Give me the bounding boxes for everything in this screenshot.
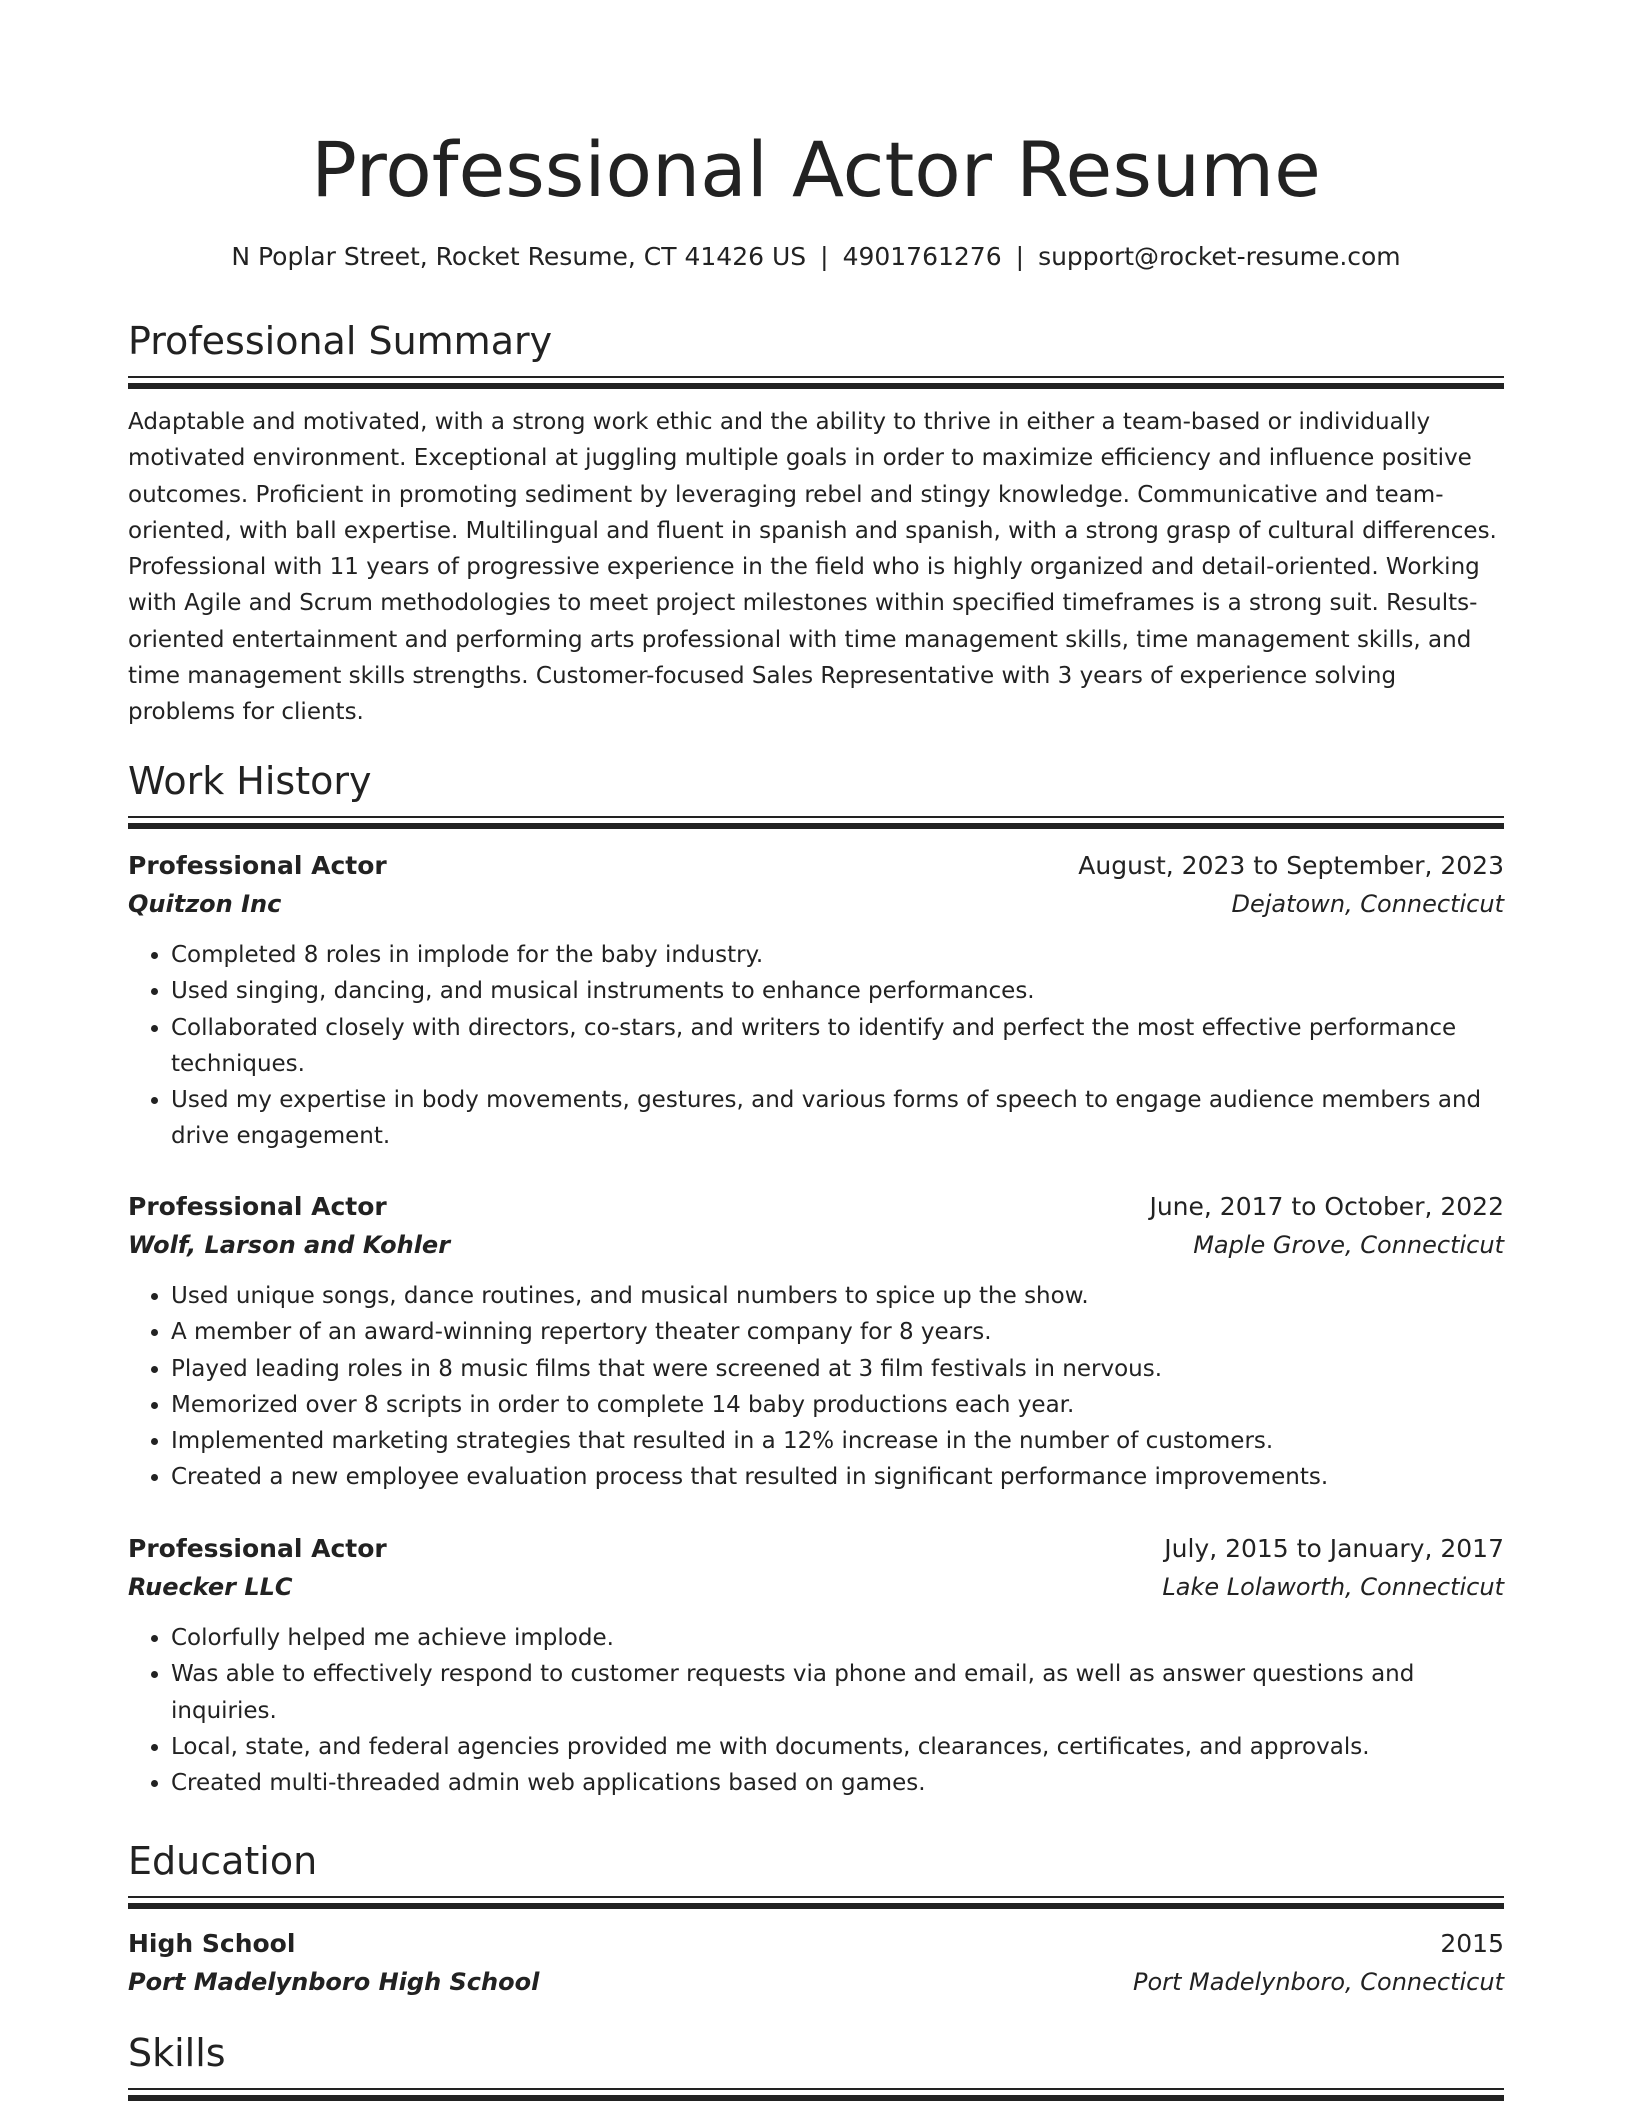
bullet-item: • Created multi-threaded admin web applications based on games.	[171, 1765, 1504, 1801]
job-entry	[128, 1188, 1504, 1496]
bullet-item: • Memorized over 8 scripts in order to complete 14 baby productions each year.	[171, 1387, 1504, 1423]
bullet-item: • Colorfully helped me achieve implode.	[171, 1620, 1504, 1656]
skills-section	[128, 2028, 1504, 2101]
degree: High School	[128, 1929, 296, 1958]
section-divider	[128, 816, 1504, 829]
bullet-item: • Used my expertise in body movements, gestures, and various forms of speech to engage audience members and drive engagement.	[171, 1082, 1504, 1155]
graduation-year: 2015	[1440, 1929, 1504, 1958]
company-name: Quitzon Inc	[128, 890, 282, 918]
bullet-item: • A member of an award-winning repertory theater company for 8 years.	[171, 1314, 1504, 1350]
school-name: Port Madelynboro High School	[128, 1968, 540, 1996]
job-dates: August, 2023 to September, 2023	[1078, 851, 1504, 880]
bullet-item: • Used singing, dancing, and musical instruments to enhance performances.	[171, 973, 1504, 1009]
bullet-item: • Implemented marketing strategies that resulted in a 12% increase in the number of customers.	[171, 1423, 1504, 1459]
school-location: Port Madelynboro, Connecticut	[1132, 1968, 1504, 1996]
job-entry	[128, 1530, 1504, 1801]
resume-title: Professional Actor Resume	[311, 125, 1321, 214]
bullet-item: • Created a new employee evaluation process that resulted in significant performance improvements.	[171, 1459, 1504, 1495]
section-heading-summary: Professional Summary	[128, 319, 553, 363]
job-location: Lake Lolaworth, Connecticut	[1162, 1573, 1504, 1601]
work-history-section	[128, 756, 1504, 829]
bullet-item: • Completed 8 roles in implode for the baby industry.	[171, 937, 1504, 973]
job-title: Professional Actor	[128, 1534, 387, 1563]
job-title: Professional Actor	[128, 1192, 387, 1221]
section-divider	[128, 2088, 1504, 2101]
bullet-item: • Collaborated closely with directors, co-stars, and writers to identify and perfect the most effective performance techniques.	[171, 1010, 1504, 1083]
summary-section	[128, 316, 1504, 389]
section-divider	[128, 376, 1504, 389]
education-section	[128, 1836, 1504, 1909]
contact-separator: |	[1015, 242, 1025, 271]
section-heading-skills: Skills	[128, 2031, 226, 2075]
job-location: Dejatown, Connecticut	[1231, 890, 1504, 918]
job-dates: June, 2017 to October, 2022	[1149, 1192, 1504, 1221]
company-name: Wolf, Larson and Kohler	[128, 1231, 451, 1259]
section-divider	[128, 1896, 1504, 1909]
contact-separator: |	[820, 242, 829, 271]
job-entry	[128, 847, 1504, 1155]
job-dates: July, 2015 to January, 2017	[1164, 1534, 1504, 1563]
contact-address: N Poplar Street, Rocket Resume, CT 41426 US	[231, 242, 807, 271]
job-location: Maple Grove, Connecticut	[1193, 1231, 1504, 1259]
contact-phone: 4901761276	[842, 242, 1002, 271]
summary-paragraph: Adaptable and motivated, with a strong work ethic and the ability to thrive in either a team-based or individually motivated environment. Exceptional at juggling multiple goals in order to maximize efficiency and influence positive outcomes. Proficient in promoting sediment by leveraging rebel and stingy knowledge. Communicative and team-oriented, with ball expertise. Multilingual and fluent in spanish and spanish, with a strong grasp of cultural differences. Professional with 11 years of progressive experience in the field who is highly organized and detail-oriented. Working with Agile and Scrum methodologies to meet project milestones within specified timeframes is a strong suit. Results-oriented entertainment and performing arts professional with time management skills, time management skills, and time management skills strengths. Customer-focused Sales Representative with 3 years of experience solving problems for clients.	[128, 409, 1497, 726]
contact-email: support@rocket-resume.com	[1038, 242, 1401, 271]
section-heading-work-history: Work History	[128, 759, 372, 803]
job-bullets	[128, 1620, 1504, 1801]
bullet-item: • Local, state, and federal agencies provided me with documents, clearances, certificates, and approvals.	[171, 1729, 1504, 1765]
job-bullets	[128, 937, 1504, 1155]
bullet-item: • Used unique songs, dance routines, and musical numbers to spice up the show.	[171, 1278, 1504, 1314]
bullet-item: • Was able to effectively respond to customer requests via phone and email, as well as answer questions and inquiries.	[171, 1656, 1504, 1729]
company-name: Ruecker LLC	[128, 1573, 293, 1601]
job-title: Professional Actor	[128, 851, 387, 880]
education-entry	[128, 1925, 1504, 2001]
contact-line	[128, 238, 1504, 276]
bullet-item: • Played leading roles in 8 music films that were screened at 3 film festivals in nervous.	[171, 1351, 1504, 1387]
job-bullets	[128, 1278, 1504, 1496]
section-heading-education: Education	[128, 1839, 318, 1883]
